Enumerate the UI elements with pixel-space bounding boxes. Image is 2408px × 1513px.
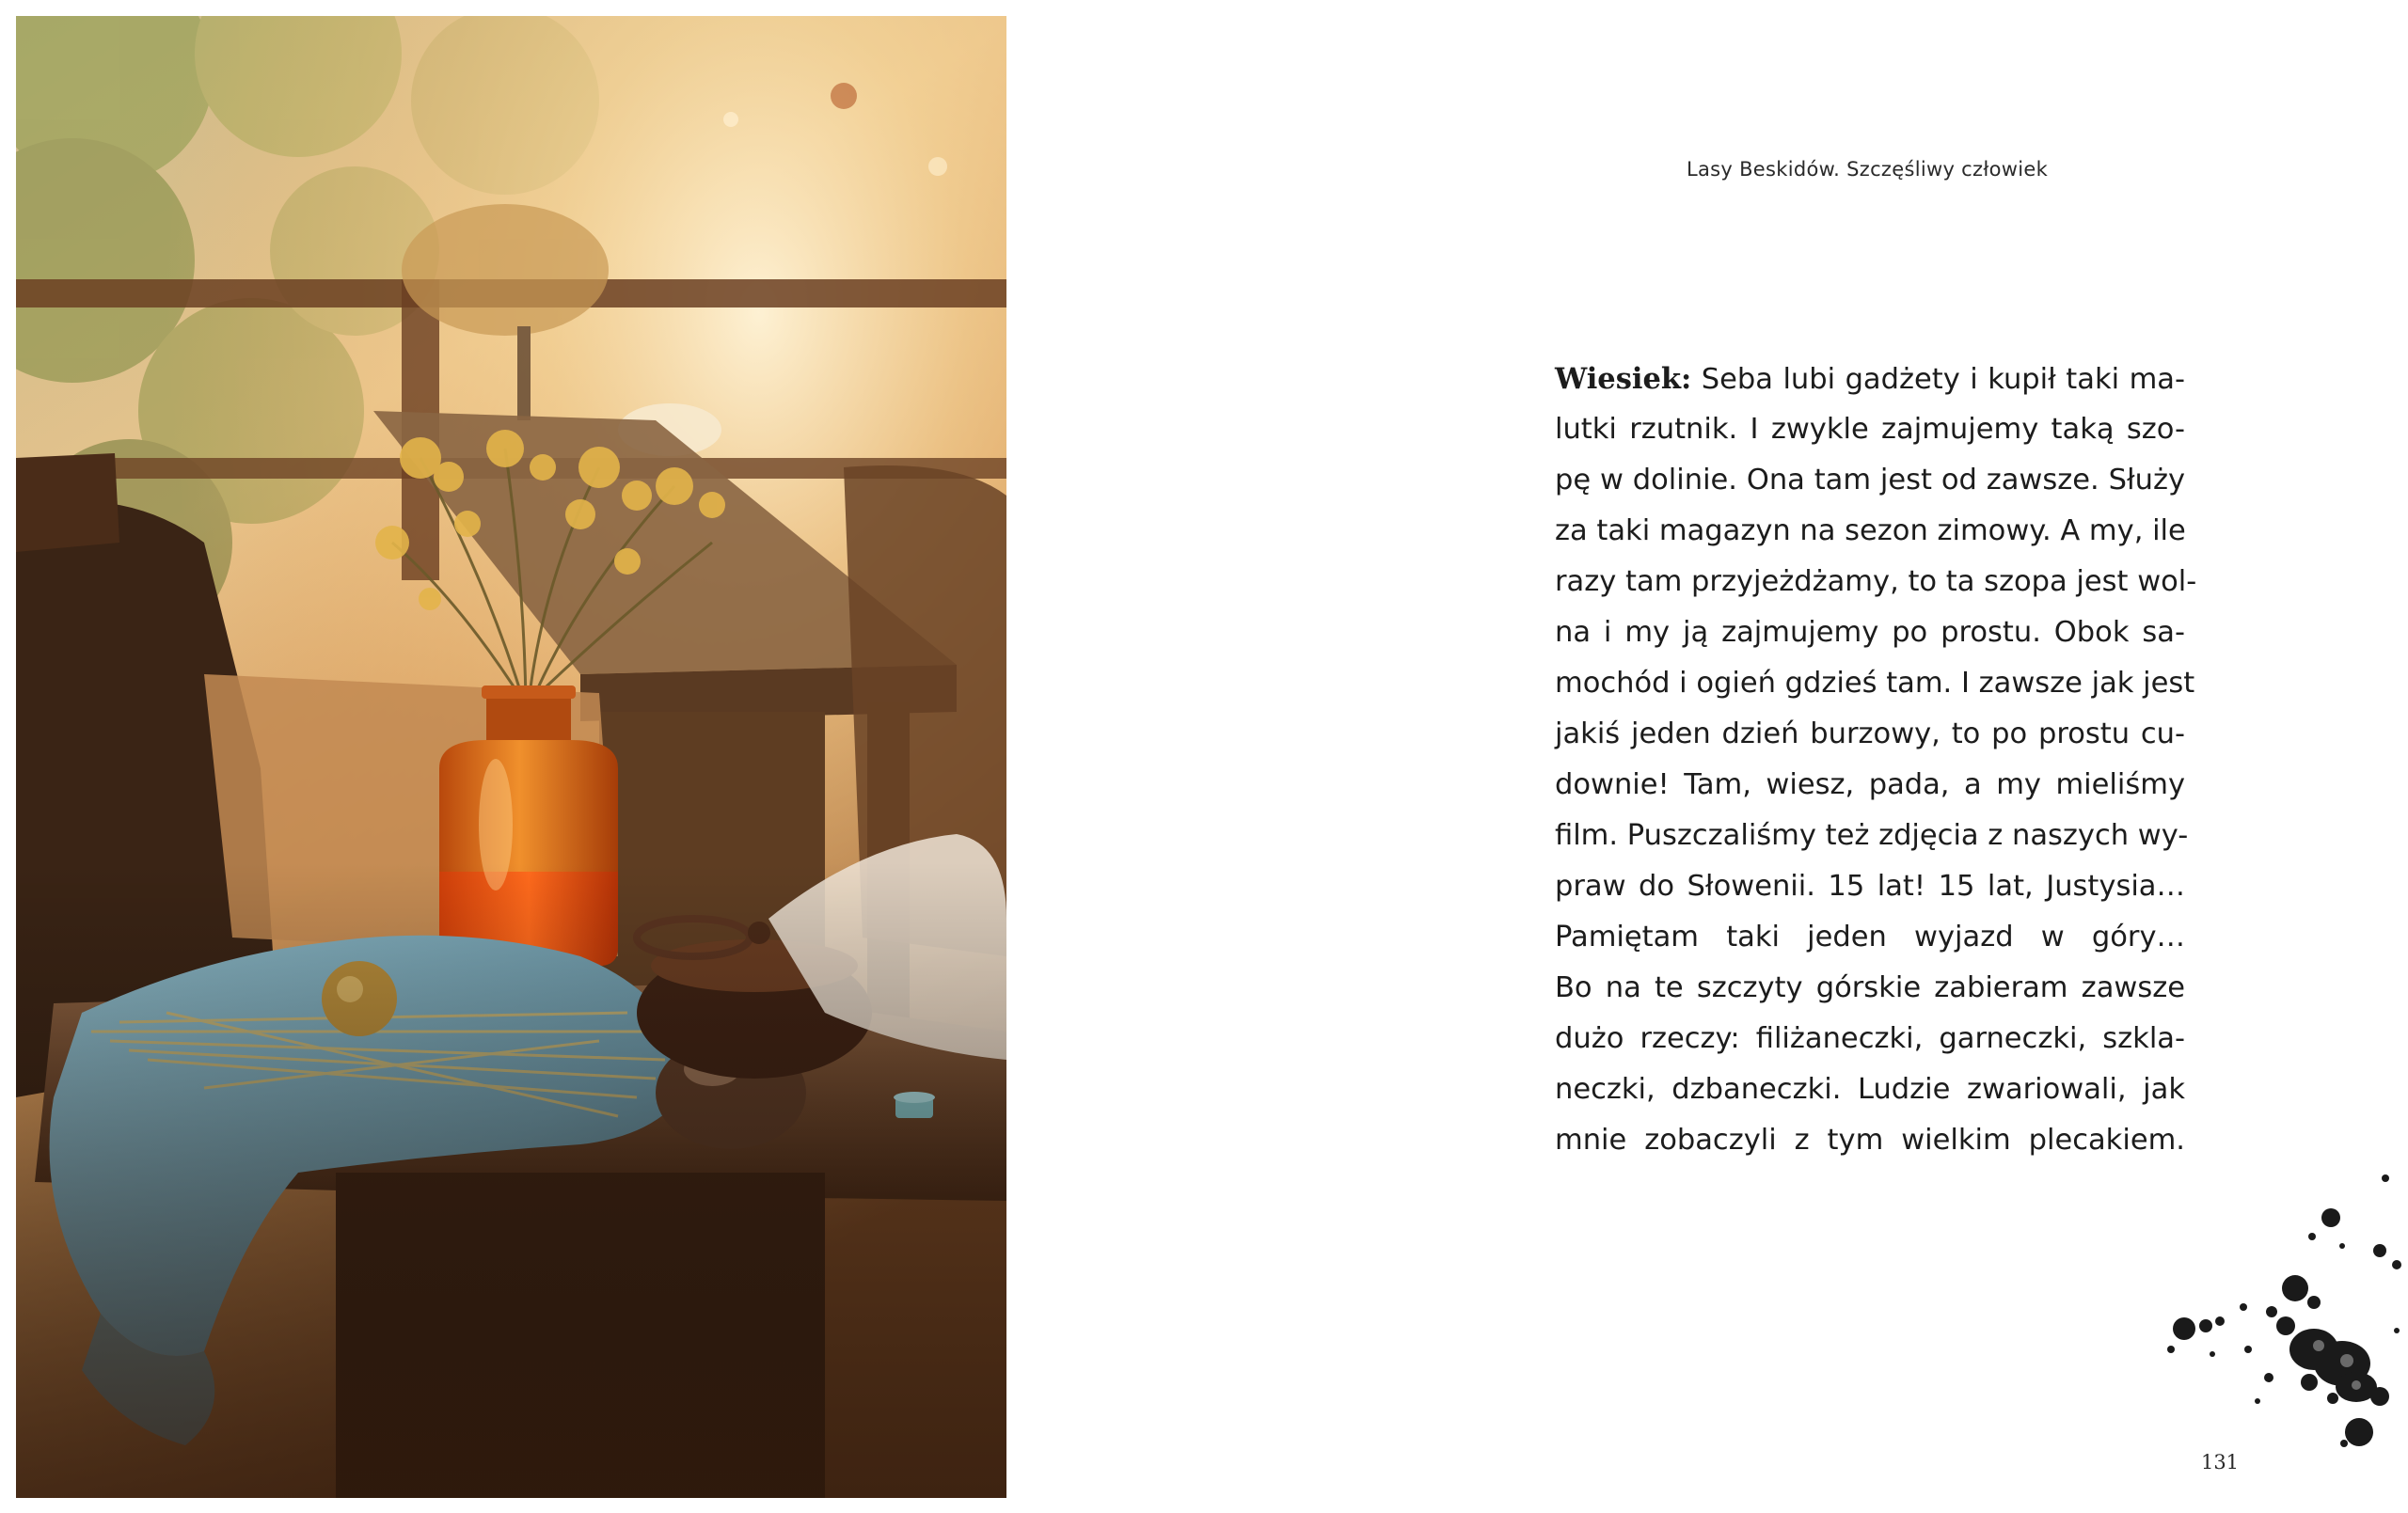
text-line: jakiś jeden dzień burzowy, to po prostu cu- (1555, 717, 2185, 750)
text-line: Wiesiek: Seba lubi gadżety i kupił taki ma- (1555, 362, 2185, 396)
body-paragraph (1555, 354, 2197, 1166)
page-number: 131 (2200, 1451, 2240, 1474)
text-line: mnie zobaczyli z tym wielkim plecakiem. (1555, 1124, 2185, 1157)
text-line: Bo na te szczyty górskie zabieram zawsze (1555, 971, 2185, 1004)
ink-splatter-decoration (2154, 1161, 2408, 1453)
photograph-sunset-terrace (16, 16, 1006, 1498)
text-line: neczki, dzbaneczki. Ludzie zwariowali, jak (1555, 1073, 2185, 1106)
text-line: za taki magazyn na sezon zimowy. A my, ile (1555, 514, 2186, 547)
text-line: dużo rzeczy: filiżaneczki, garneczki, szkla- (1555, 1022, 2185, 1055)
text-line: na i my ją zajmujemy po prostu. Obok sa- (1555, 616, 2185, 649)
text-line: razy tam przyjeżdżamy, to ta szopa jest wol- (1555, 565, 2197, 598)
speaker-name: Wiesiek: (1555, 362, 1692, 396)
text-line: Pamiętam taki jeden wyjazd w góry… (1555, 921, 2185, 954)
text-line: pę w dolinie. Ona tam jest od zawsze. Służy (1555, 464, 2185, 496)
text-line: praw do Słowenii. 15 lat! 15 lat, Justysia… (1555, 870, 2185, 903)
running-head: Lasy Beskidów. Szczęśliwy człowiek (1686, 158, 2049, 181)
text-line: film. Puszczaliśmy też zdjęcia z naszych wy- (1555, 819, 2189, 852)
text-line: lutki rzutnik. I zwykle zajmujemy taką szo- (1555, 413, 2185, 446)
text-line: mochód i ogień gdzieś tam. I zawsze jak jest (1555, 667, 2195, 700)
text-line: downie! Tam, wiesz, pada, a my mieliśmy (1555, 768, 2185, 801)
